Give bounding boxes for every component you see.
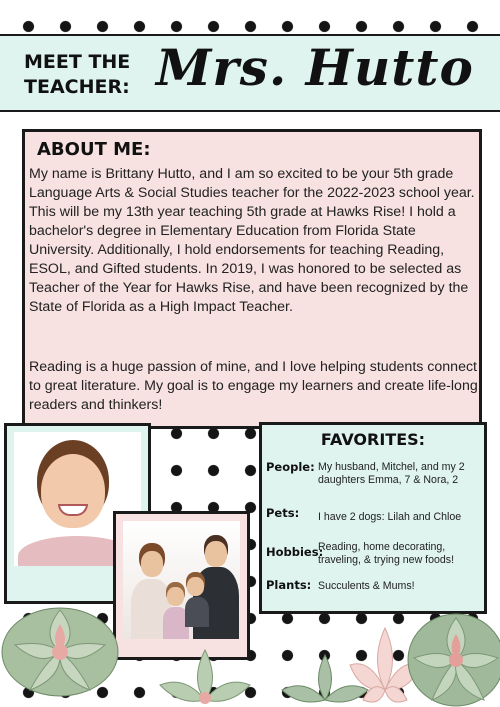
header-label-line2: TEACHER: <box>24 76 130 98</box>
favorites-title: FAVORITES: <box>320 430 426 449</box>
header-banner <box>0 34 500 112</box>
favorite-value-pets: I have 2 dogs: Lilah and Chloe <box>318 511 462 523</box>
succulent-center-icon <box>150 640 260 707</box>
family-mother-shape <box>141 551 163 577</box>
about-paragraph-2: Reading is a huge passion of mine, and I love helping students connect to great literature. My goal is to engage my learners and create life-long readers and thinkers! <box>29 359 478 413</box>
portrait-face-shape <box>41 454 105 528</box>
header-label <box>24 50 130 100</box>
family-photo-frame <box>113 511 250 660</box>
succulent-left-icon <box>0 590 120 707</box>
family-child1-shape <box>167 587 184 606</box>
favorite-label-plants: Plants: <box>266 578 312 592</box>
favorite-label-pets: Pets: <box>266 506 300 520</box>
family-father-shape <box>205 541 227 567</box>
favorite-label-hobbies: Hobbies: <box>266 545 324 559</box>
family-photo <box>123 521 240 639</box>
header-label-line1: MEET THE <box>24 51 131 73</box>
about-me-title: ABOUT ME: <box>37 139 151 160</box>
favorite-value-plants: Succulents & Mums! <box>318 580 415 592</box>
family-child2-shape <box>187 577 204 596</box>
succulent-right-icon <box>404 600 500 707</box>
about-me-panel <box>22 129 482 429</box>
about-paragraph-1: My name is Brittany Hutto, and I am so excited to be your 5th grade Language Arts & Social Studies teacher for the 2022-2023 school year. This will be my 13th year teaching 5th grade at Hawks Rise! I hold a bachelor's degree in Elementary Education from Florida State University. Additionally, I hold endorsements for teaching Reading, ESOL, and Gifted students. In 2019, I was honored to be selected as Teacher of the Year for Hawks Rise, and have been recognized by the State of Florida as a High Impact Teacher. <box>29 166 475 315</box>
favorite-label-people: People: <box>266 460 315 474</box>
favorites-panel <box>259 422 487 614</box>
favorite-value-people: My husband, Mitchel, and my 2 daughters Emma, 7 & Nora, 2 <box>318 461 465 486</box>
teacher-name: Mrs. Hutto <box>156 38 474 97</box>
family-child2-body <box>185 597 209 627</box>
favorite-value-hobbies: Reading, home decorating, traveling, & trying new foods! <box>318 541 455 566</box>
